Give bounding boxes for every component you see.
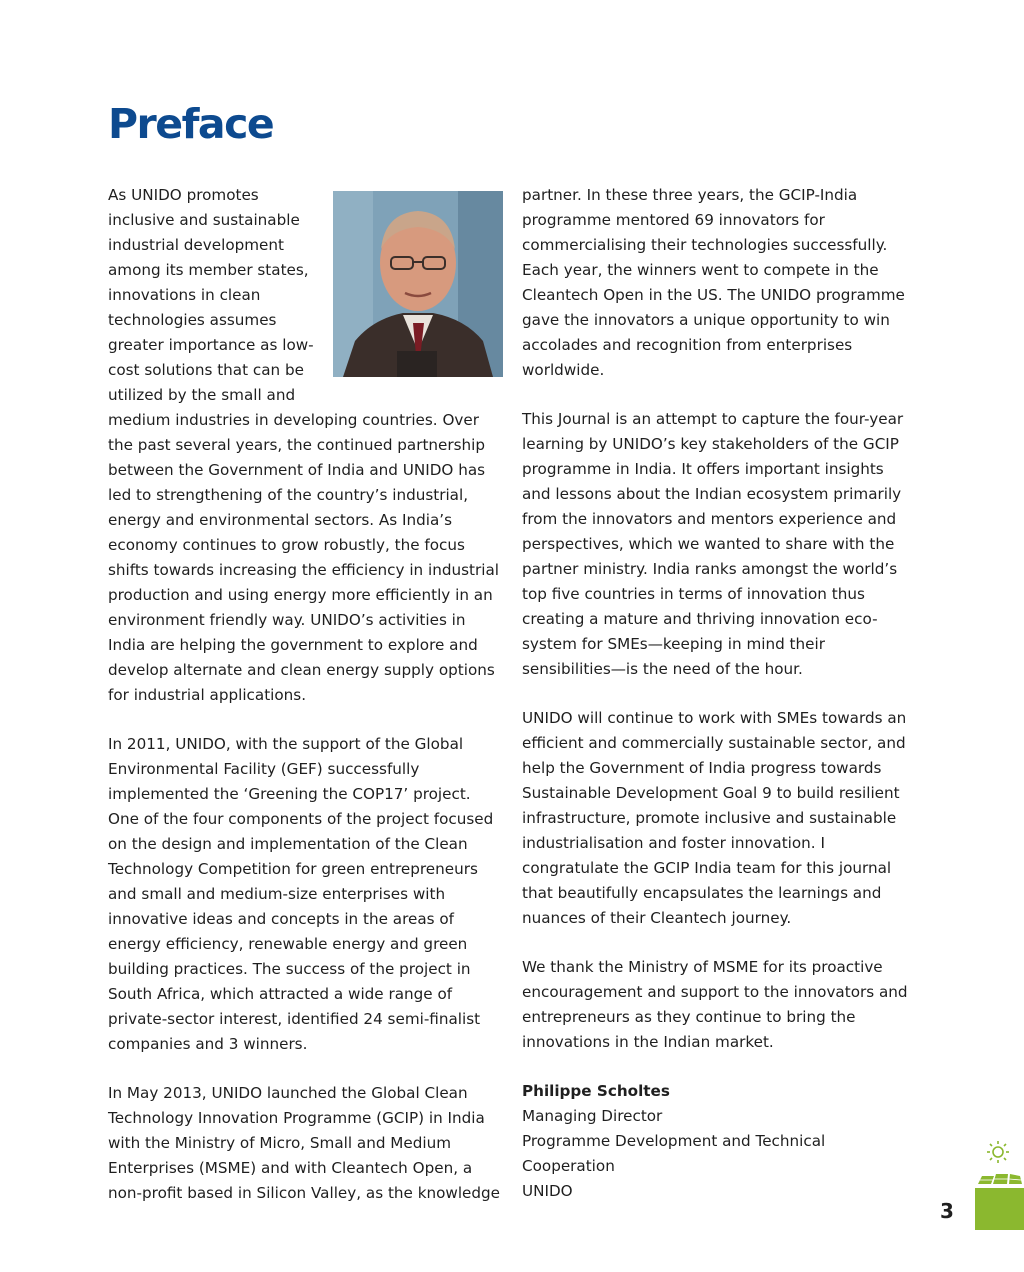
right-column <box>522 183 917 1204</box>
portrait-illustration <box>333 191 503 377</box>
page-number: 3 <box>940 1199 954 1223</box>
paragraph: This Journal is an attempt to capture the four-year learning by UNIDO’s key stakeholders of the GCIP programme in India. It offers important insights and lessons about the Indian ecosystem primarily from the innovators and mentors experience and perspectives, which we wanted to share with the partner ministry. India ranks amongst the world’s top five countries in terms of innovation thus creating a mature and thriving innovation eco-system for SMEs—keeping in mind their sensibilities—is the need of the hour. <box>522 410 904 678</box>
corner-accent <box>975 1188 1024 1230</box>
signatory-organization: UNIDO <box>522 1182 573 1200</box>
paragraph: In May 2013, UNIDO launched the Global Clean Technology Innovation Programme (GCIP) in India with the Ministry of Micro, Small and Medium Enterprises (MSME) and with Cleantech Open, a non-profit based in Silicon Valley, as the knowledge <box>108 1084 501 1202</box>
sun-icon <box>987 1141 1009 1163</box>
signature-block <box>522 1079 917 1204</box>
signatory-name: Philippe Scholtes <box>522 1082 670 1100</box>
paragraph: UNIDO will continue to work with SMEs towards an efficient and commercially sustainable sector, and help the Government of India progress towards Sustainable Development Goal 9 to build resilient infrastructure, promote inclusive and sustainable industrialisation and foster innovation. I congratulate the GCIP India team for this journal that beautifully encapsulates the learnings and nuances of their Cleantech journey. <box>522 709 907 927</box>
signatory-role: Managing Director <box>522 1107 663 1125</box>
left-column <box>108 183 503 1230</box>
paragraph: partner. In these three years, the GCIP-India programme mentored 69 innovators for commercialising their technologies successfully. Each year, the winners went to compete in the Cleantech Open in the US. The UNIDO programme gave the innovators a unique opportunity to win accolades and recognition from enterprises worldwide. <box>522 186 905 379</box>
portrait-photo <box>333 191 503 377</box>
signatory-department: Programme Development and Technical Cooperation <box>522 1132 826 1175</box>
paragraph: We thank the Ministry of MSME for its proactive encouragement and support to the innovators and entrepreneurs as they continue to bring the innovations in the Indian market. <box>522 958 908 1051</box>
page-title: Preface <box>108 100 274 148</box>
paragraph: In 2011, UNIDO, with the support of the Global Environmental Facility (GEF) successfully implemented the ‘Greening the COP17’ project. One of the four components of the project focused on the design and implementation of the Clean Technology Competition for green entrepreneurs and small and medium-size enterprises with innovative ideas and concepts in the areas of energy efficiency, renewable energy and green building practices. The success of the project in South Africa, which attracted a wide range of private-sector interest, identified 24 semi-finalist companies and 3 winners. <box>108 735 494 1053</box>
solar-panel-icon <box>972 1138 1024 1190</box>
paragraph: As UNIDO promotes inclusive and sustainable industrial development among its member states, innovations in clean technologies assumes greater importance as low-cost solutions that can be utilized by the small and medium industries in developing countries. Over the past several years, the continued partnership between the Government of India and UNIDO has led to strengthening of the country’s industrial, energy and environmental sectors. As India’s economy continues to grow robustly, the focus shifts towards increasing the efficiency in industrial production and using energy more efficiently in an environment friendly way. UNIDO’s activities in India are helping the government to explore and develop alternate and clean energy supply options for industrial applications. <box>108 186 499 704</box>
